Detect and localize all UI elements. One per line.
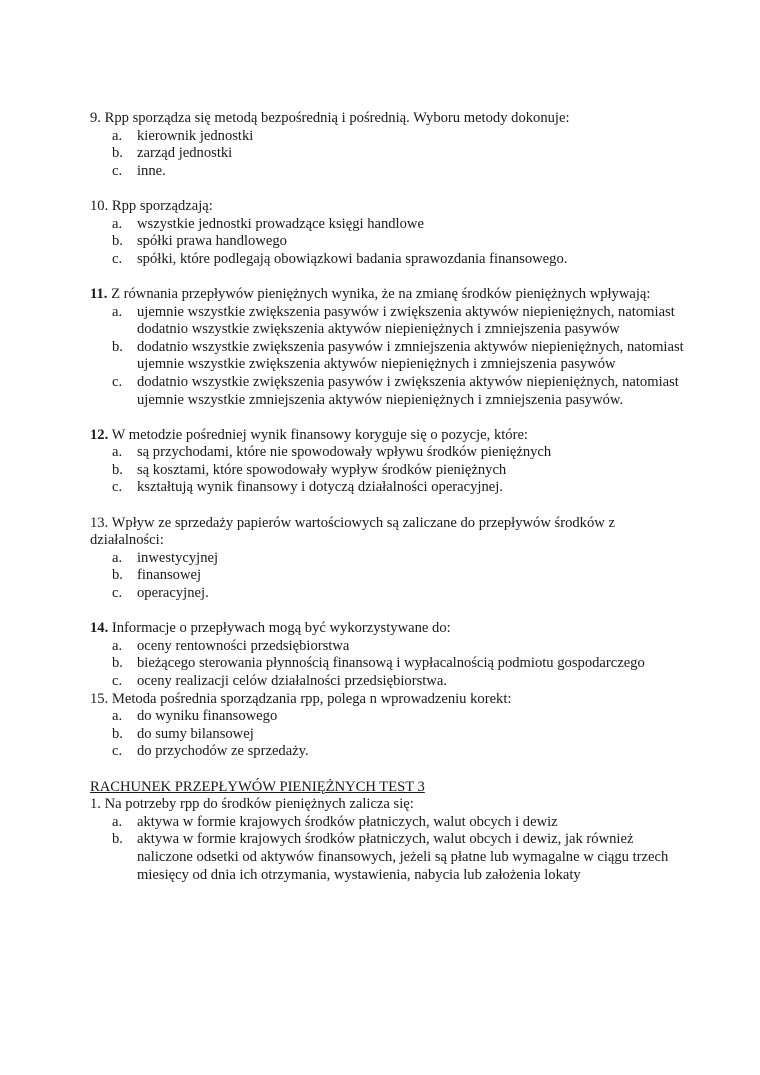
question-body: Z równania przepływów pieniężnych wynika, że na zmianę środków pieniężnych wpływają: bbox=[107, 285, 651, 302]
answer-option bbox=[90, 638, 690, 656]
option-text: dodatnio wszystkie zwiększenia pasywów i zmniejszenia aktywów niepieniężnych, natomiast ujemnie wszystkie zwiększenia aktywów niepieniężnych i zmniejszenia pasywów bbox=[137, 338, 684, 373]
option-letter: b. bbox=[112, 338, 123, 355]
option-text: do sumy bilansowej bbox=[137, 725, 254, 742]
question-body: Na potrzeby rpp do środków pieniężnych zalicza się: bbox=[100, 796, 414, 813]
answer-option bbox=[90, 550, 690, 568]
question-text bbox=[90, 286, 690, 304]
document-content bbox=[90, 110, 690, 884]
answer-options bbox=[90, 550, 690, 603]
option-text: inwestycyjnej bbox=[137, 549, 219, 566]
answer-option bbox=[90, 304, 690, 339]
answer-options bbox=[90, 216, 690, 269]
answer-option bbox=[90, 567, 690, 585]
answer-options bbox=[90, 444, 690, 497]
option-text: dodatnio wszystkie zwiększenia pasywów i zwiększenia aktywów niepieniężnych, natomiast ujemnie wszystkie zmniejszenia aktywów niepieniężnych i zmniejszenia pasywów. bbox=[137, 373, 679, 408]
question-13 bbox=[90, 515, 690, 603]
option-letter: c. bbox=[112, 585, 123, 602]
question-text bbox=[90, 620, 690, 638]
option-letter: a. bbox=[112, 303, 123, 320]
answer-option bbox=[90, 585, 690, 603]
option-letter: a. bbox=[112, 549, 123, 566]
answer-option bbox=[90, 743, 690, 761]
question-number: 13. bbox=[90, 514, 109, 531]
question-test3-1 bbox=[90, 796, 690, 884]
option-letter: a. bbox=[112, 127, 123, 144]
question-body: Informacje o przepływach mogą być wykorzystywane do: bbox=[108, 620, 451, 637]
question-text bbox=[90, 515, 690, 550]
option-text: wszystkie jednostki prowadzące księgi handlowe bbox=[137, 215, 424, 232]
answer-options bbox=[90, 304, 690, 410]
question-14 bbox=[90, 620, 690, 690]
question-text bbox=[90, 427, 690, 445]
option-letter: b. bbox=[112, 831, 123, 848]
answer-option bbox=[90, 374, 690, 409]
answer-option bbox=[90, 128, 690, 146]
question-text bbox=[90, 110, 690, 128]
option-text: bieżącego sterowania płynnością finansową i wypłacalnością podmiotu gospodarczego bbox=[137, 655, 645, 672]
answer-option bbox=[90, 462, 690, 480]
option-letter: c. bbox=[112, 743, 123, 760]
option-text: do wyniku finansowego bbox=[137, 708, 278, 725]
option-letter: b. bbox=[112, 233, 123, 250]
option-text: spółki prawa handlowego bbox=[137, 233, 287, 250]
option-text: spółki, które podlegają obowiązkowi badania sprawozdania finansowego. bbox=[137, 250, 568, 267]
option-letter: a. bbox=[112, 813, 123, 830]
answer-option bbox=[90, 673, 690, 691]
answer-option bbox=[90, 479, 690, 497]
option-letter: b. bbox=[112, 655, 123, 672]
option-text: operacyjnej. bbox=[137, 585, 209, 602]
question-15 bbox=[90, 691, 690, 761]
answer-option bbox=[90, 655, 690, 673]
question-text bbox=[90, 691, 690, 709]
option-letter: c. bbox=[112, 673, 123, 689]
question-number: 11. bbox=[90, 285, 108, 302]
answer-option bbox=[90, 814, 690, 832]
answer-option bbox=[90, 708, 690, 726]
question-body: Wpływ ze sprzedaży papierów wartościowych są zaliczane do przepływów środków z działalności: bbox=[90, 514, 615, 549]
option-text: są przychodami, które nie spowodowały wpływu środków pieniężnych bbox=[137, 444, 552, 461]
answer-option bbox=[90, 251, 690, 269]
answer-option bbox=[90, 339, 690, 374]
question-10 bbox=[90, 198, 690, 268]
question-number: 15. bbox=[90, 690, 109, 707]
question-body: Rpp sporządzają: bbox=[108, 197, 213, 214]
option-letter: c. bbox=[112, 162, 123, 179]
option-text: do przychodów ze sprzedaży. bbox=[137, 743, 309, 760]
option-text: kierownik jednostki bbox=[137, 127, 254, 144]
option-letter: c. bbox=[112, 479, 123, 496]
option-letter: a. bbox=[112, 444, 123, 461]
answer-option bbox=[90, 163, 690, 181]
option-text: kształtują wynik finansowy i dotyczą działalności operacyjnej. bbox=[137, 479, 503, 496]
question-number: 1. bbox=[90, 796, 101, 813]
question-number: 10. bbox=[90, 197, 109, 214]
option-letter: a. bbox=[112, 637, 123, 654]
option-letter: a. bbox=[112, 215, 123, 232]
option-letter: b. bbox=[112, 461, 123, 478]
answer-options bbox=[90, 708, 690, 761]
option-letter: c. bbox=[112, 373, 123, 390]
answer-option bbox=[90, 216, 690, 234]
option-text: są kosztami, które spowodowały wypływ środków pieniężnych bbox=[137, 461, 507, 478]
question-9 bbox=[90, 110, 690, 180]
answer-options bbox=[90, 814, 690, 884]
option-letter: b. bbox=[112, 145, 123, 162]
question-12 bbox=[90, 427, 690, 497]
option-text: aktywa w formie krajowych środków płatniczych, walut obcych i dewiz bbox=[137, 813, 558, 830]
section-title: RACHUNEK PRZEPŁYWÓW PIENIĘŻNYCH TEST 3 bbox=[90, 778, 425, 795]
option-letter: a. bbox=[112, 708, 123, 725]
question-11 bbox=[90, 286, 690, 409]
question-body: Rpp sporządza się metodą bezpośrednią i pośrednią. Wyboru metody dokonuje: bbox=[100, 110, 570, 126]
option-text: finansowej bbox=[137, 567, 202, 584]
option-text: ujemnie wszystkie zwiększenia pasywów i zwiększenia aktywów niepieniężnych, natomiast dodatnio wszystkie zwiększenia aktywów niepieniężnych i zmniejszenia pasywów bbox=[137, 303, 675, 338]
question-body: Metoda pośrednia sporządzania rpp, polega n wprowadzeniu korekt: bbox=[108, 690, 512, 707]
option-text: oceny rentowności przedsiębiorstwa bbox=[137, 637, 350, 654]
answer-options bbox=[90, 128, 690, 181]
answer-option bbox=[90, 726, 690, 744]
option-text: aktywa w formie krajowych środków płatniczych, walut obcych i dewiz, jak również naliczone odsetki od aktywów finansowych, jeżeli są płatne lub wymagalne w ciągu trzech miesięcy od dnia ich otrzymania, wystawienia, nabycia lub założenia lokaty bbox=[137, 831, 669, 883]
question-body: W metodzie pośredniej wynik finansowy koryguje się o pozycje, które: bbox=[108, 426, 528, 443]
option-text: oceny realizacji celów działalności przedsiębiorstwa. bbox=[137, 673, 447, 689]
answer-option bbox=[90, 233, 690, 251]
answer-option bbox=[90, 831, 690, 884]
answer-options bbox=[90, 638, 690, 691]
question-number: 14. bbox=[90, 620, 109, 637]
option-text: inne. bbox=[137, 162, 166, 179]
question-text bbox=[90, 796, 690, 814]
question-number: 12. bbox=[90, 426, 109, 443]
answer-option bbox=[90, 444, 690, 462]
option-text: zarząd jednostki bbox=[137, 145, 233, 162]
option-letter: b. bbox=[112, 567, 123, 584]
option-letter: b. bbox=[112, 725, 123, 742]
question-text bbox=[90, 198, 690, 216]
question-number: 9. bbox=[90, 110, 101, 126]
option-letter: c. bbox=[112, 250, 123, 267]
answer-option bbox=[90, 145, 690, 163]
